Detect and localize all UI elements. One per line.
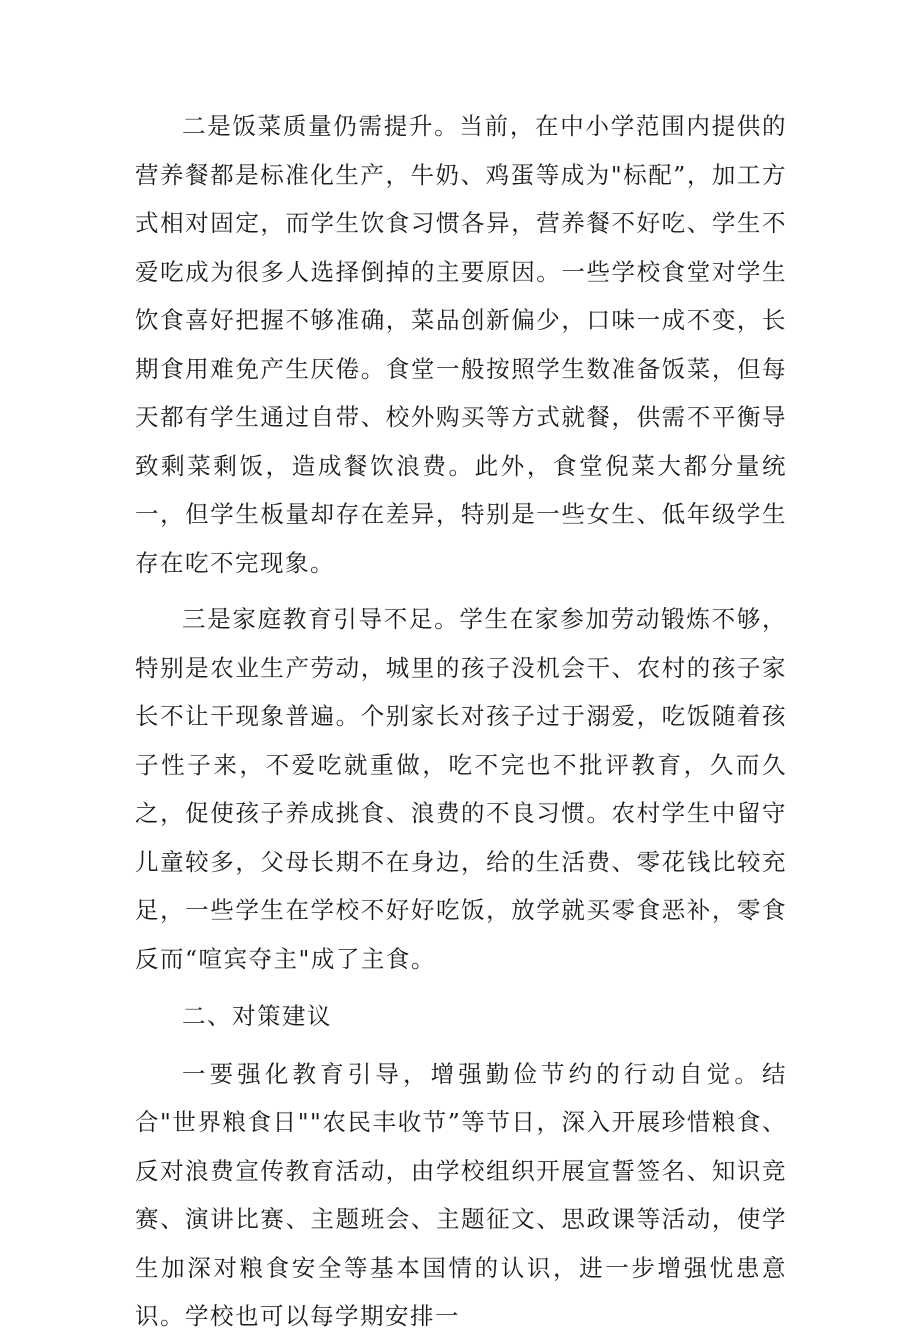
section-heading: 二、对策建议 [182, 1002, 332, 1030]
paragraph-food-quality: 二是饭菜质量仍需提升。当前，在中小学范围内提供的营养餐都是标准化生产，牛奶、鸡蛋等成为"标配”，加工方式相对固定，而学生饮食习惯各异，营养餐不好吃、学生不爱吃成为很多人选择倒掉的主要原因。一些学校食堂对学生饮食喜好把握不够准确，菜品创新偏少，口味一成不变，长期食用难免产生厌倦。食堂一般按照学生数准备饭菜，但每天都有学生通过自带、校外购买等方式就餐，供需不平衡导致剩菜剩饭，造成餐饮浪费。此外，食堂倪菜大都分量统一，但学生板量却存在差异，特别是一些女生、低年级学生存在吃不完现象。 [135, 112, 787, 577]
paragraph-spacer [135, 587, 787, 595]
paragraph-family-education: 三是家庭教育引导不足。学生在家参加劳动锻炼不够，特别是农业生产劳动，城里的孩子没机会干、农村的孩子家长不让干现象普遍。个别家长对孩子过于溺爱，吃饭随着孩子性子来，不爱吃就重做，吃不完也不批评教育，久而久之，促使孩子养成挑食、浪费的不良习惯。农村学生中留守儿童较多，父母长期不在身边，给的生活费、零花钱比较充足，一些学生在学校不好好吃饭，放学就买零食恶补，零食反而“喧宾夺主"成了主食。 [135, 605, 787, 973]
paragraph-education-guidance: 一要强化教育引导，增强勤俭节约的行动自觉。结合"世界粮食日""农民丰收节”等节日，深入开展珍惜粮食、反对浪费宣传教育活动，由学校组织开展宣誓签名、知识竞赛、演讲比赛、主题班会、主题征文、思政课等活动，使学生加深对粮食安全等基本国情的认识，进一步增强忧患意识。学校也可以每学期安排一 [135, 1059, 787, 1330]
document-body [135, 102, 787, 1341]
